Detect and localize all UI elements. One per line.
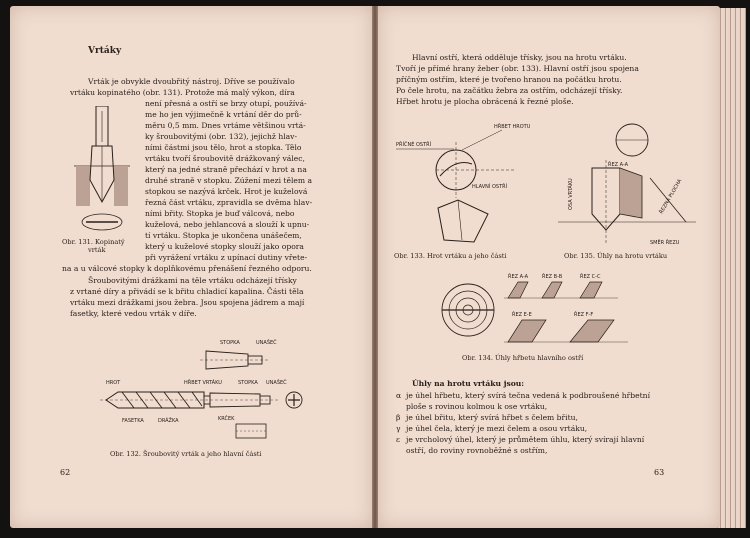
fig132-label-unasec: UNAŠEČ	[266, 380, 287, 386]
section-heading: Vrtáky	[88, 46, 122, 56]
fig134-label-ee: ŘEZ E-E	[512, 312, 532, 318]
page-edges	[718, 8, 746, 528]
body-line: řezná část vrtáku, zpravidla se dvěma hlav-	[145, 198, 313, 207]
angle-text: ostří, do roviny rovnoběžné s ostřím,	[406, 446, 548, 455]
fig133-label-hrbet: HŘBET HROTU	[494, 124, 531, 130]
fig135-caption: Obr. 135. Úhly na hrotu vrtáku	[564, 252, 668, 260]
relief-angles-figure	[438, 268, 638, 352]
body-line: příčným ostřím, které je tvořeno hranou na počátku hrotu.	[396, 75, 622, 84]
fig134-label-bb: ŘEZ B-B	[542, 274, 563, 280]
fig132-label-krcek: KRČEK	[218, 416, 235, 422]
body-line: druhé straně v stopku. Zúžení mezi tělem a	[145, 176, 313, 185]
body-line: Vrták je obvykle dvoubřitý nástroj. Dříve se používalo	[88, 77, 295, 86]
body-line: Šroubovitými drážkami na těle vrtáku odcházejí třísky	[88, 276, 297, 285]
body-line: ky šroubovitými (obr. 132), jejichž hlav-	[145, 132, 298, 141]
fig132-label-hrot: HROT	[106, 380, 121, 386]
fig135-label-plocha: ŘEZNÁ PLOCHA	[658, 178, 684, 215]
body-line: který na jedné straně přechází v hrot a na	[145, 165, 307, 174]
fig134-label-aa: ŘEZ A-A	[508, 274, 529, 280]
fig131-caption-line: Obr. 131. Kopinatý	[62, 238, 125, 246]
angle-text: je úhel hřbetu, který svírá tečna vedená k podbroušené hřbetní	[406, 391, 650, 400]
fig132-caption: Obr. 132. Šroubovitý vrták a jeho hlavní části	[110, 450, 262, 458]
angle-text: ploše s rovinou kolmou k ose vrtáku,	[406, 402, 548, 411]
body-line: který u kuželové stopky slouží jako opora	[145, 242, 304, 251]
body-line: z vrtané díry a přivádí se k břitu chladicí kapalina. Části těla	[70, 287, 304, 296]
body-line: kuželová, nebo jehlancová a slouží k upnu-	[145, 220, 310, 229]
angles-intro: Úhly na hrotu vrtáku jsou:	[412, 379, 525, 388]
body-line: není přesná a ostří se brzy otupí, používá-	[145, 99, 307, 108]
left-page	[10, 6, 372, 528]
body-line: ními břity. Stopka je buď válcová, nebo	[145, 209, 295, 218]
body-line: vrtáku tvoří šroubovitě drážkovaný válec,	[145, 154, 305, 163]
fig132-label-unasec-top: UNAŠEČ	[256, 340, 277, 346]
angle-text: je vrcholový úhel, který je průmětem úhlu, který svírají hlavní	[406, 435, 645, 444]
fig132-label-hrbet: HŘBET VRTÁKU	[184, 380, 222, 386]
drill-point-figure	[394, 118, 544, 248]
body-line: fasetky, které vedou vrták v díře.	[70, 309, 197, 318]
fig132-label-drazka: DRÁŽKA	[158, 418, 179, 424]
body-line: ními částmi jsou tělo, hrot a stopka. Tělo	[145, 143, 302, 152]
body-line: vrtáku mezi drážkami jsou žebra. Jsou spojena jádrem a mají	[70, 298, 305, 307]
spear-drill-figure	[72, 106, 132, 236]
body-line: Hlavní ostří, která odděluje třísky, jsou na hrotu vrtáku.	[412, 53, 627, 62]
fig132-label-stopka: STOPKA	[238, 380, 258, 386]
fig133-label-hlavni: HLAVNÍ OSTŘÍ	[472, 184, 508, 190]
fig134-caption: Obr. 134. Úhly hřbetu hlavního ostří	[462, 354, 584, 362]
fig133-label-pricne: PŘÍČNÉ OSTŘÍ	[396, 142, 432, 148]
page-number: 63	[654, 468, 665, 477]
angle-symbol: α	[396, 391, 402, 400]
fig131-caption-line: vrták	[88, 246, 106, 254]
body-line: stopkou se nazývá krček. Hrot je kuželová	[145, 187, 308, 196]
angle-text: je úhel čela, který je mezi čelem a osou vrtáku,	[406, 424, 588, 433]
fig134-label-cc: ŘEZ C-C	[580, 274, 601, 280]
angle-text: je úhel břitu, který svírá hřbet s čelem břitu,	[406, 413, 578, 422]
angle-symbol: γ	[396, 424, 401, 433]
body-line: tí vrtáku. Stopka je ukončena unášečem,	[145, 231, 302, 240]
fig135-label-smer: SMĚR ŘEZU	[650, 240, 680, 246]
angle-symbol: β	[396, 413, 401, 422]
fig134-label-ff: ŘEZ F-F	[574, 312, 594, 318]
body-line: měru 0,5 mm. Dnes vrtáme většinou vrtá-	[145, 121, 306, 130]
body-line: me ho jen výjimečně k vrtání děr do prů-	[145, 110, 302, 119]
body-line: při vyrážení vrtáku z upínací dutiny vřete-	[145, 253, 308, 262]
fig135-label-rez: ŘEZ A-A	[608, 162, 629, 168]
fig135-label-osa: OSA VRTÁKU	[568, 178, 574, 210]
angle-symbol: ε	[396, 435, 400, 444]
body-line: Tvoří je přímé hrany žeber (obr. 133). Hlavní ostří jsou spojena	[396, 64, 639, 73]
body-line: Po čele hrotu, na začátku žebra za ostřím, odcházejí třísky.	[396, 86, 623, 95]
body-line: vrtáku kopinatého (obr. 131). Protože má malý výkon, díra	[70, 88, 295, 97]
drill-angles-figure	[546, 118, 706, 250]
fig133-caption: Obr. 133. Hrot vrtáku a jeho části	[394, 252, 507, 260]
right-page	[378, 6, 720, 528]
page-number: 62	[60, 468, 71, 477]
fig132-label-fasetka: FASETKA	[122, 418, 144, 424]
body-line: na a u válcové stopky k doplňkovému přenášení řezného odporu.	[62, 264, 312, 273]
body-line: Hřbet hrotu je plocha obrácená k řezné ploše.	[396, 97, 574, 106]
twist-drill-figure	[88, 336, 308, 446]
fig132-label-stopka-top: STOPKA	[220, 340, 240, 346]
